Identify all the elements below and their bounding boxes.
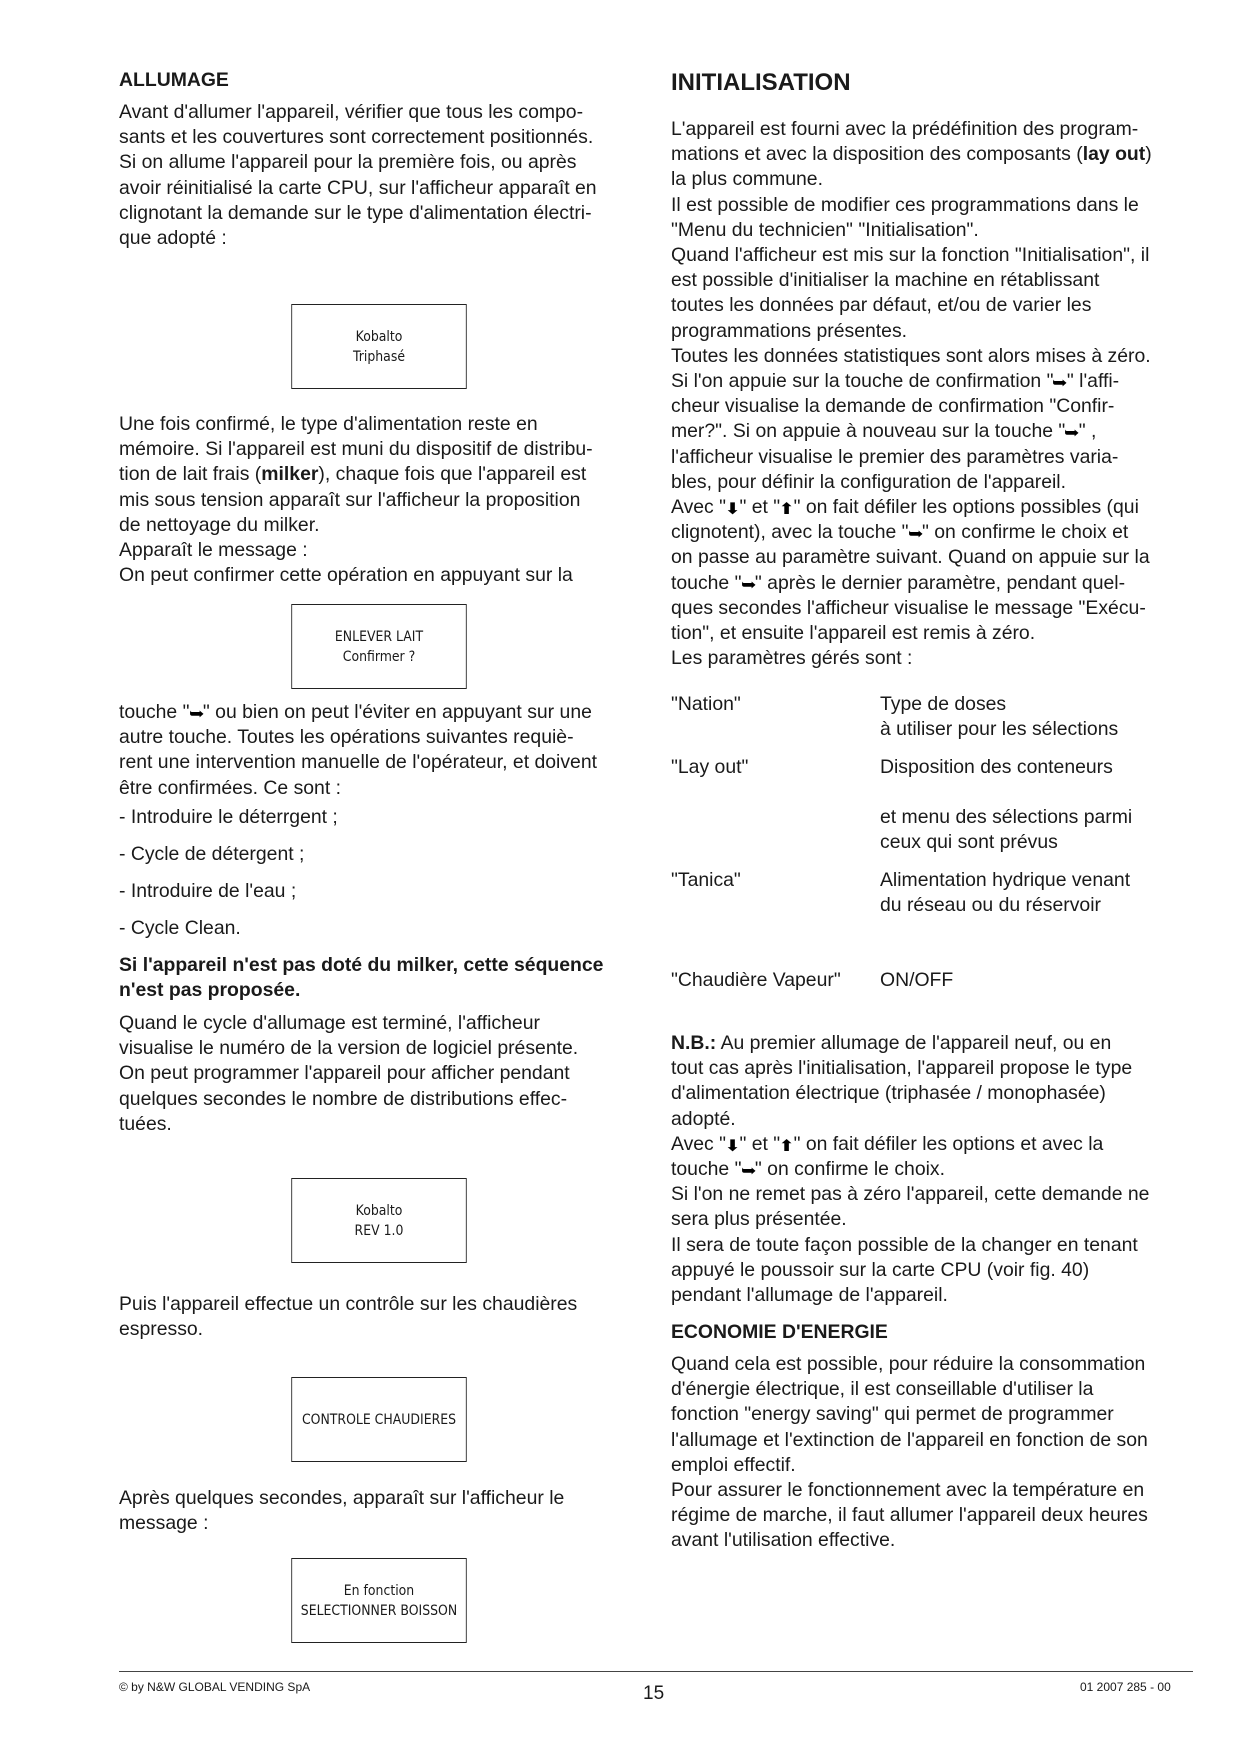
text-line: être confirmées. Ce sont :	[119, 776, 342, 799]
text-line: fonction "energy saving" qui permet de programmer	[671, 1403, 1114, 1426]
text-line: sera plus présentée.	[671, 1208, 847, 1231]
display-line: REV 1.0	[354, 1222, 404, 1239]
operation-item: - Cycle de détergent ;	[119, 843, 305, 865]
text-line: on passe au paramètre suivant. Quand on appuie sur la	[671, 546, 1150, 569]
initialisation-body	[671, 117, 1152, 671]
param-value: Alimentation hydrique venant	[880, 869, 1131, 891]
text-line: touche "➥" ou bien on peut l'éviter en appuyant sur une	[119, 701, 592, 723]
text-line: On peut confirmer cette opération en appuyant sur la	[119, 564, 573, 587]
display-line: SELECTIONNER BOISSON	[300, 1602, 458, 1619]
text-line: Il est possible de modifier ces programmations dans le	[671, 193, 1139, 216]
section-heading-initialisation: INITIALISATION	[671, 69, 851, 96]
up-arrow-icon: ⬆	[779, 1137, 795, 1155]
text-line: l'afficheur visualise le premier des paramètres varia-	[671, 445, 1119, 468]
display-kobalto-rev	[291, 1178, 466, 1263]
section-heading-allumage: ALLUMAGE	[119, 69, 229, 91]
document-code: 01 2007 285 - 00	[1080, 1680, 1171, 1694]
param-value: ceux qui sont prévus	[880, 831, 1058, 853]
page-number: 15	[643, 1683, 665, 1704]
text-line: Puis l'appareil effectue un contrôle sur les chaudières	[119, 1293, 578, 1315]
text-line: Avant d'allumer l'appareil, vérifier que tous les compo-	[119, 101, 584, 123]
param-name: "Nation"	[671, 693, 741, 715]
text-line: bles, pour définir la configuration de l'appareil.	[671, 470, 1066, 493]
text-line: d'alimentation électrique (triphasée / monophasée)	[671, 1082, 1106, 1105]
display-enlever-lait	[291, 604, 466, 689]
text-line: tion", et ensuite l'appareil est remis à zéro.	[671, 622, 1036, 645]
text-line: espresso.	[119, 1318, 204, 1341]
text-line: autre touche. Toutes les opérations suivantes requiè-	[119, 726, 574, 749]
text-line: mations et avec la disposition des composants (lay out)	[671, 143, 1152, 166]
text-line: régime de marche, il faut allumer l'appareil deux heures	[671, 1504, 1148, 1527]
text-line: rent une intervention manuelle de l'opérateur, et doivent	[119, 751, 598, 774]
param-value: ON/OFF	[880, 969, 954, 991]
display-line: En fonction	[343, 1582, 415, 1599]
text-line: Si l'appareil n'est pas doté du milker, cette séquence	[119, 954, 604, 976]
text-line: de nettoyage du milker.	[119, 513, 320, 536]
display-en-fonction	[291, 1558, 466, 1643]
text-line: Avec "⬇" et "⬆" on fait défiler les options possibles (qui	[671, 496, 1139, 519]
confirm-arrow-icon: ➥	[740, 576, 756, 594]
param-name: "Tanica"	[671, 869, 741, 891]
text-line: Les paramètres gérés sont :	[671, 647, 913, 670]
text-line: Avec "⬇" et "⬆" on fait défiler les options et avec la	[671, 1132, 1104, 1155]
text-line: clignotent), avec la touche "➥" on confirme le choix et	[671, 521, 1129, 544]
display-line: Kobalto	[355, 1202, 403, 1219]
text-line: l'allumage et l'extinction de l'appareil en fonction de son	[671, 1428, 1148, 1451]
confirm-arrow-icon: ➥	[907, 526, 923, 544]
text-line: N.B.: Au premier allumage de l'appareil neuf, ou en	[671, 1032, 1112, 1054]
text-line: que adopté :	[119, 227, 227, 250]
display-line: ENLEVER LAIT	[334, 628, 424, 645]
down-arrow-icon: ⬇	[725, 501, 741, 519]
display-line: Triphasé	[352, 348, 406, 365]
operation-item: - Cycle Clean.	[119, 917, 241, 939]
milker-note	[119, 953, 603, 1003]
text-line: adopté.	[671, 1107, 736, 1130]
text-line: la plus commune.	[671, 168, 823, 191]
operation-item: - Introduire le déterrgent ;	[119, 806, 338, 828]
param-value: du réseau ou du réservoir	[880, 894, 1101, 916]
after-paragraph	[119, 1486, 564, 1536]
text-line: est possible d'initialiser la machine en rétablissant	[671, 269, 1100, 292]
text-line: cheur visualise la demande de confirmation "Confir-	[671, 395, 1115, 418]
text-line: mer?". Si on appuie à nouveau sur la touche "➥" ,	[671, 420, 1097, 443]
text-line: mémoire. Si l'appareil est muni du dispositif de distribu-	[119, 438, 593, 461]
text-line: touche "➥" on confirme le choix.	[671, 1158, 946, 1181]
operations-paragraph	[119, 700, 597, 801]
text-line: tout cas après l'initialisation, l'appareil propose le type	[671, 1057, 1133, 1080]
param-value: à utiliser pour les sélections	[880, 718, 1119, 740]
economie-paragraph	[671, 1352, 1148, 1554]
text-line: ques secondes l'afficheur visualise le message "Exécu-	[671, 596, 1146, 619]
display-line: CONTROLE CHAUDIERES	[301, 1411, 457, 1428]
text-line: d'énergie électrique, il est conseillable d'utiliser la	[671, 1378, 1094, 1401]
text-line: "Menu du technicien" "Initialisation".	[671, 218, 979, 241]
copyright-text: © by N&W GLOBAL VENDING SpA	[119, 1680, 311, 1694]
text-line: Quand l'afficheur est mis sur la fonction "Initialisation", il	[671, 244, 1150, 267]
footer-divider	[119, 1671, 1193, 1672]
nb-paragraph	[671, 1031, 1149, 1308]
display-kobalto-triphase	[291, 304, 466, 389]
text-line: Une fois confirmé, le type d'alimentation reste en	[119, 413, 538, 435]
text-line: Si l'on ne remet pas à zéro l'appareil, cette demande ne	[671, 1183, 1150, 1206]
text-line: quelques secondes le nombre de distributions effec-	[119, 1087, 568, 1110]
text-line: tuées.	[119, 1112, 172, 1135]
operation-item: - Introduire de l'eau ;	[119, 880, 297, 902]
text-line: pendant l'allumage de l'appareil.	[671, 1284, 948, 1307]
text-line: Apparaît le message :	[119, 539, 308, 562]
confirm-arrow-icon: ➥	[1052, 375, 1068, 393]
text-line: Il sera de toute façon possible de la changer en tenant	[671, 1233, 1138, 1256]
text-line: clignotant la demande sur le type d'alimentation électri-	[119, 201, 592, 224]
text-line: Quand le cycle d'allumage est terminé, l'afficheur	[119, 1012, 540, 1034]
text-line: message :	[119, 1512, 209, 1535]
display-line: Confirmer ?	[342, 648, 416, 665]
down-arrow-icon: ⬇	[725, 1137, 741, 1155]
text-line: sants et les couvertures sont correctement positionnés.	[119, 126, 594, 149]
confirm-arrow-icon: ➥	[740, 1163, 756, 1181]
param-value: Disposition des conteneurs	[880, 756, 1113, 778]
allumage-intro	[119, 100, 597, 251]
param-name: "Lay out"	[671, 756, 749, 778]
text-line: mis sous tension apparaît sur l'afficheur la proposition	[119, 488, 581, 511]
confirm-paragraph	[119, 412, 593, 588]
text-line: Pour assurer le fonctionnement avec la température en	[671, 1479, 1145, 1502]
text-line: Si on allume l'appareil pour la première fois, ou après	[119, 151, 577, 174]
text-line: tion de lait frais (milker), chaque fois que l'appareil est	[119, 463, 587, 486]
text-line: n'est pas proposée.	[119, 979, 301, 1001]
text-line: L'appareil est fourni avec la prédéfinition des program-	[671, 118, 1139, 140]
text-line: programmations présentes.	[671, 319, 908, 342]
text-line: visualise le numéro de la version de logiciel présente.	[119, 1037, 579, 1060]
boiler-paragraph	[119, 1292, 577, 1342]
text-line: Quand cela est possible, pour réduire la consommation	[671, 1353, 1146, 1375]
param-value: Type de doses	[880, 693, 1007, 715]
text-line: touche "➥" après le dernier paramètre, pendant quel-	[671, 571, 1126, 594]
confirm-arrow-icon: ➥	[1064, 425, 1080, 443]
text-line: emploi effectif.	[671, 1453, 796, 1476]
cycle-paragraph	[119, 1011, 578, 1137]
text-line: avant l'utilisation effective.	[671, 1529, 896, 1552]
display-line: Kobalto	[355, 328, 403, 345]
param-value: et menu des sélections parmi	[880, 806, 1133, 828]
text-line: Toutes les données statistiques sont alors mises à zéro.	[671, 344, 1151, 367]
text-line: Si l'on appuie sur la touche de confirmation "➥" l'affi-	[671, 370, 1120, 393]
text-line: Après quelques secondes, apparaît sur l'afficheur le	[119, 1487, 565, 1509]
display-controle-chaudieres	[291, 1377, 466, 1462]
text-line: avoir réinitialisé la carte CPU, sur l'afficheur apparaît en	[119, 176, 597, 199]
text-line: appuyé le poussoir sur la carte CPU (voir fig. 40)	[671, 1258, 1090, 1281]
text-line: toutes les données par défaut, et/ou de varier les	[671, 294, 1092, 317]
text-line: On peut programmer l'appareil pour afficher pendant	[119, 1062, 570, 1085]
confirm-arrow-icon: ➥	[188, 706, 204, 723]
up-arrow-icon: ⬆	[779, 501, 795, 519]
section-heading-economie: ECONOMIE D'ENERGIE	[671, 1321, 888, 1343]
param-name: "Chaudière Vapeur"	[671, 969, 841, 991]
